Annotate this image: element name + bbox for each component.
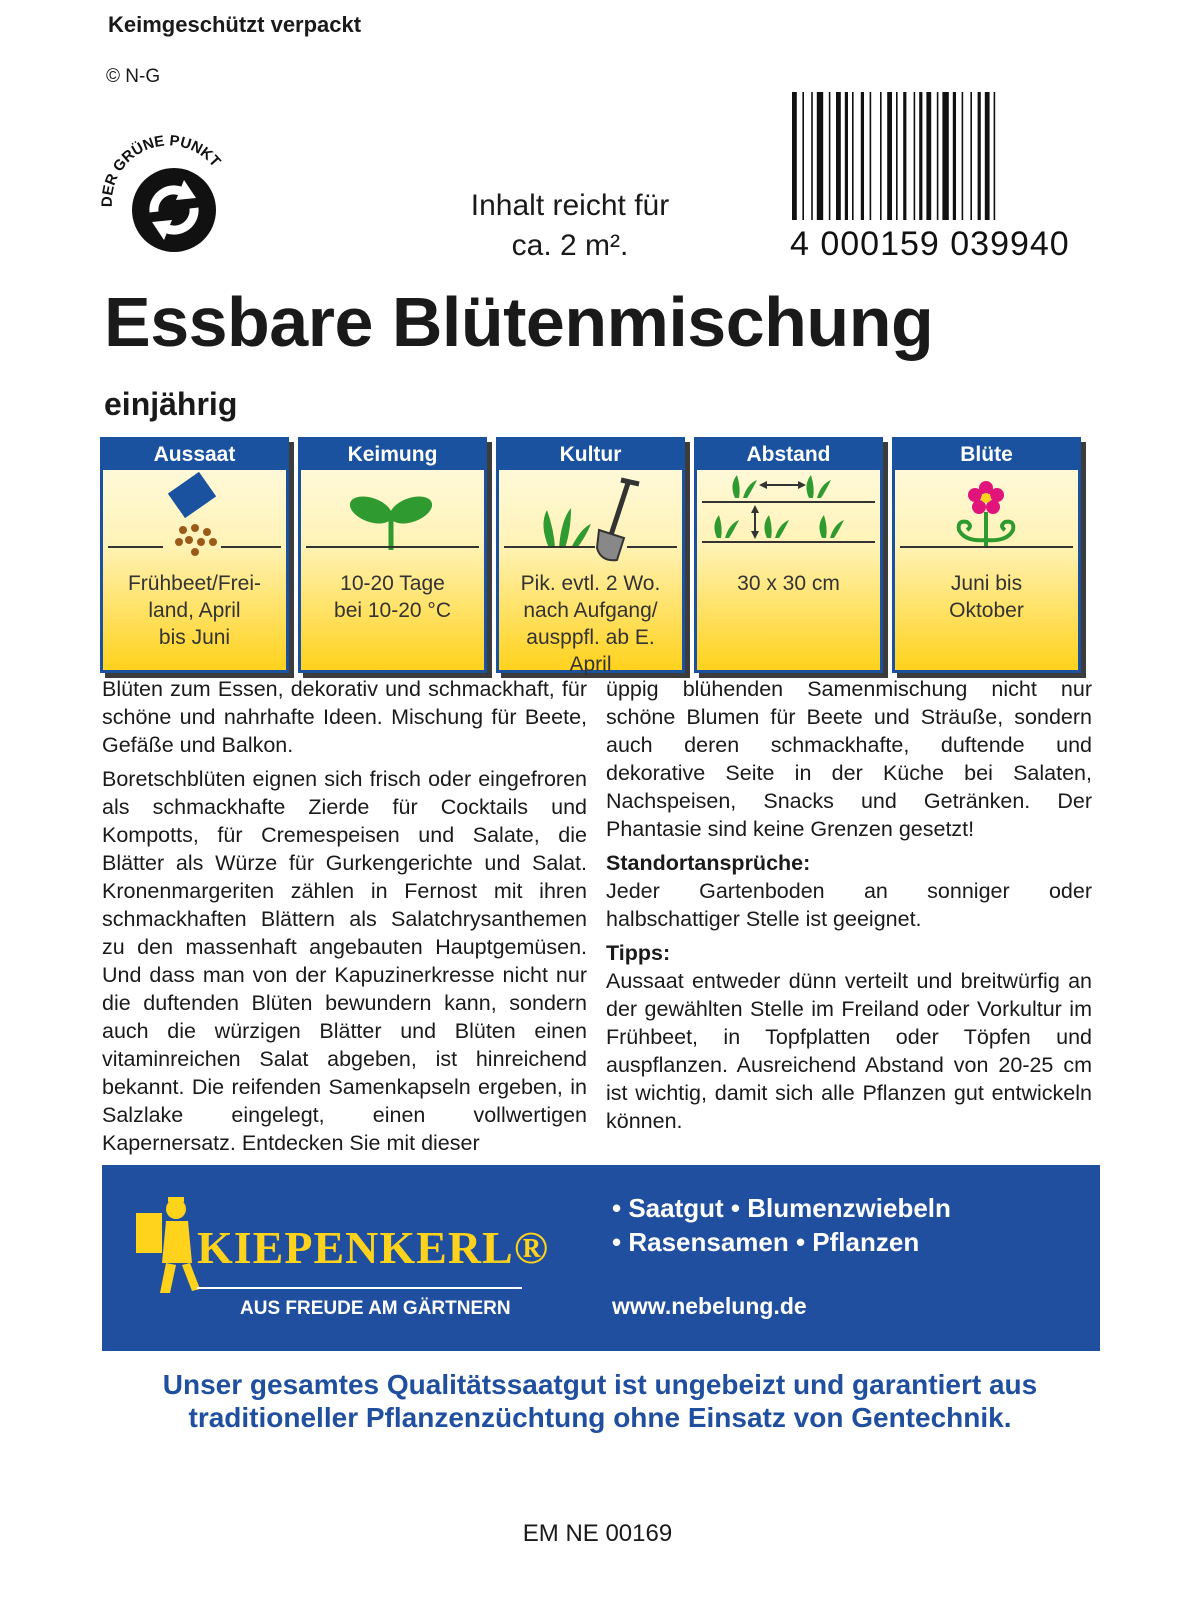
packaging-note: Keimgeschützt verpackt bbox=[108, 12, 362, 37]
green-dot-text: DER GRÜNE PUNKT bbox=[98, 132, 224, 208]
product-subtitle: einjährig bbox=[104, 386, 238, 422]
copyright: © N-G bbox=[106, 66, 161, 87]
tips-heading: Tipps: bbox=[606, 941, 671, 965]
card-text: Juni bis Oktober bbox=[949, 572, 1024, 622]
card-bluete bbox=[892, 437, 1081, 673]
card-heading: Kultur bbox=[499, 440, 682, 470]
barcode-bar bbox=[852, 92, 854, 220]
brand-url[interactable]: www.nebelung.de bbox=[612, 1293, 807, 1319]
card-heading: Abstand bbox=[697, 440, 880, 470]
description-continued: üppig blühenden Samenmischung nicht nur schöne Blumen für Beete und Sträuße, sondern auch deren schmackhafte, duftende und dekorative Seite in der Küche bei Salaten, Nachspeisen, Snacks und Getränken. Der Phantasie sind keine Grenzen gesetzt! bbox=[606, 677, 1092, 841]
barcode bbox=[790, 92, 1100, 262]
barcode-bar bbox=[937, 92, 939, 220]
barcode-bar bbox=[811, 92, 813, 220]
barcode-bar bbox=[903, 92, 906, 220]
brand-band bbox=[102, 1165, 1100, 1351]
barcode-bar bbox=[962, 92, 964, 220]
barcode-bar bbox=[887, 92, 892, 220]
barcode-bar bbox=[880, 92, 882, 220]
seedling-icon bbox=[301, 470, 484, 570]
content-amount bbox=[420, 186, 720, 266]
barcode-bar bbox=[926, 92, 931, 220]
brand-name: KIEPENKERL® bbox=[197, 1222, 550, 1273]
barcode-number: 4 000159 039940 bbox=[790, 225, 1070, 262]
barcode-bar bbox=[896, 92, 898, 220]
barcode-bar bbox=[829, 92, 831, 220]
card-text: 10-20 Tage bei 10-20 °C bbox=[334, 572, 451, 622]
location-text: Jeder Gartenboden an sonniger oder halbschattiger Stelle ist geeignet. bbox=[606, 879, 1092, 931]
seed-packet-icon bbox=[103, 470, 286, 570]
card-text: Pik. evtl. 2 Wo. nach Aufgang/ ausppfl. ab E. April bbox=[520, 572, 661, 676]
card-kultur bbox=[496, 437, 685, 676]
barcode-bar bbox=[978, 92, 981, 220]
card-abstand bbox=[694, 437, 883, 673]
gruener-punkt-logo bbox=[72, 112, 262, 262]
card-heading: Keimung bbox=[301, 440, 484, 470]
quality-line-2: traditioneller Pflanzenzüchtung ohne Einsatz von Gentechnik. bbox=[188, 1402, 1012, 1433]
description-left-column bbox=[102, 675, 587, 1163]
card-heading: Aussaat bbox=[103, 440, 286, 470]
barcode-bar bbox=[870, 92, 872, 220]
card-heading: Blüte bbox=[895, 440, 1078, 470]
spacing-plants-icon bbox=[697, 470, 880, 570]
location-heading: Standortansprüche: bbox=[606, 851, 811, 875]
description-intro: Blüten zum Essen, dekorativ und schmackhaft, für schöne und nahrhafte Ideen. Mischung für Beete, Gefäße und Balkon. bbox=[102, 677, 587, 757]
barcode-bar bbox=[994, 92, 996, 220]
brand-divider bbox=[197, 1287, 522, 1289]
barcode-bar bbox=[817, 92, 823, 220]
barcode-bar bbox=[836, 92, 841, 220]
card-aussaat bbox=[100, 437, 289, 673]
description-body: Boretschblüten eignen sich frisch oder eingefroren als schmackhafte Zierde für Cocktails und Kompotts, für Cremespeisen und Salate, die Blätter als Würze für Gurkengerichte und Salat. Kronenmargeriten zählen in Fernost mit ihren schmackhaften Blättern als Salatchrysanthemen zu den massenhaft angebauten Hauptgemüsen. Und dass man von der Kapuzinerkresse nicht nur die duftenden Blüten bewundern kann, sondern auch die würzigen Blätter und Blüten einen vitaminreichen Salat abgeben, ist hinreichend bekannt. Die reifenden Samenkapseln ergeben, in Salzlake eingelegt, einen vollwertigen Kapernersatz. Entdecken Sie mit dieser bbox=[102, 767, 587, 1155]
product-title: Essbare Blütenmischung bbox=[104, 283, 934, 361]
quality-statement bbox=[100, 1368, 1100, 1434]
barcode-bar bbox=[970, 92, 972, 220]
card-text: 30 x 30 cm bbox=[737, 572, 840, 595]
card-text: Frühbeet/Frei- land, April bis Juni bbox=[127, 572, 262, 649]
flower-icon bbox=[895, 470, 1078, 570]
tips-text: Aussaat entweder dünn verteilt und breitwürfig an der gewählten Stelle im Freiland oder Vorkultur im Frühbeet, in Topfplatten oder Töpfen und auspflanzen. Ausreichend Abstand von 20-25 cm ist wichtig, damit sich alle Pflanzen gut entwickeln können. bbox=[606, 969, 1092, 1133]
description-right-column bbox=[606, 675, 1092, 1141]
brand-products-line-2: • Rasensamen • Pflanzen bbox=[612, 1227, 920, 1257]
em-code: EM NE 00169 bbox=[522, 1520, 673, 1547]
brand-slogan: AUS FREUDE AM GÄRTNERN bbox=[240, 1298, 511, 1319]
spade-plant-icon bbox=[499, 470, 682, 570]
content-line-1: Inhalt reicht für bbox=[470, 189, 670, 222]
barcode-bar bbox=[845, 92, 848, 220]
quality-line-1: Unser gesamtes Qualitätssaatgut ist ungebeizt und garantiert aus bbox=[162, 1369, 1038, 1400]
card-keimung bbox=[298, 437, 487, 673]
brand-products-line-1: • Saatgut • Blumenzwiebeln bbox=[612, 1193, 951, 1223]
barcode-bar bbox=[953, 92, 956, 220]
barcode-bar bbox=[914, 92, 916, 220]
barcode-bar bbox=[792, 92, 797, 220]
content-line-2: ca. 2 m². bbox=[511, 229, 629, 262]
barcode-bar bbox=[919, 92, 922, 220]
barcode-bar bbox=[942, 92, 948, 220]
barcode-bar bbox=[985, 92, 990, 220]
kiepenkerl-mascot-icon bbox=[132, 1193, 202, 1303]
barcode-bar bbox=[861, 92, 864, 220]
barcode-bar bbox=[802, 92, 804, 220]
